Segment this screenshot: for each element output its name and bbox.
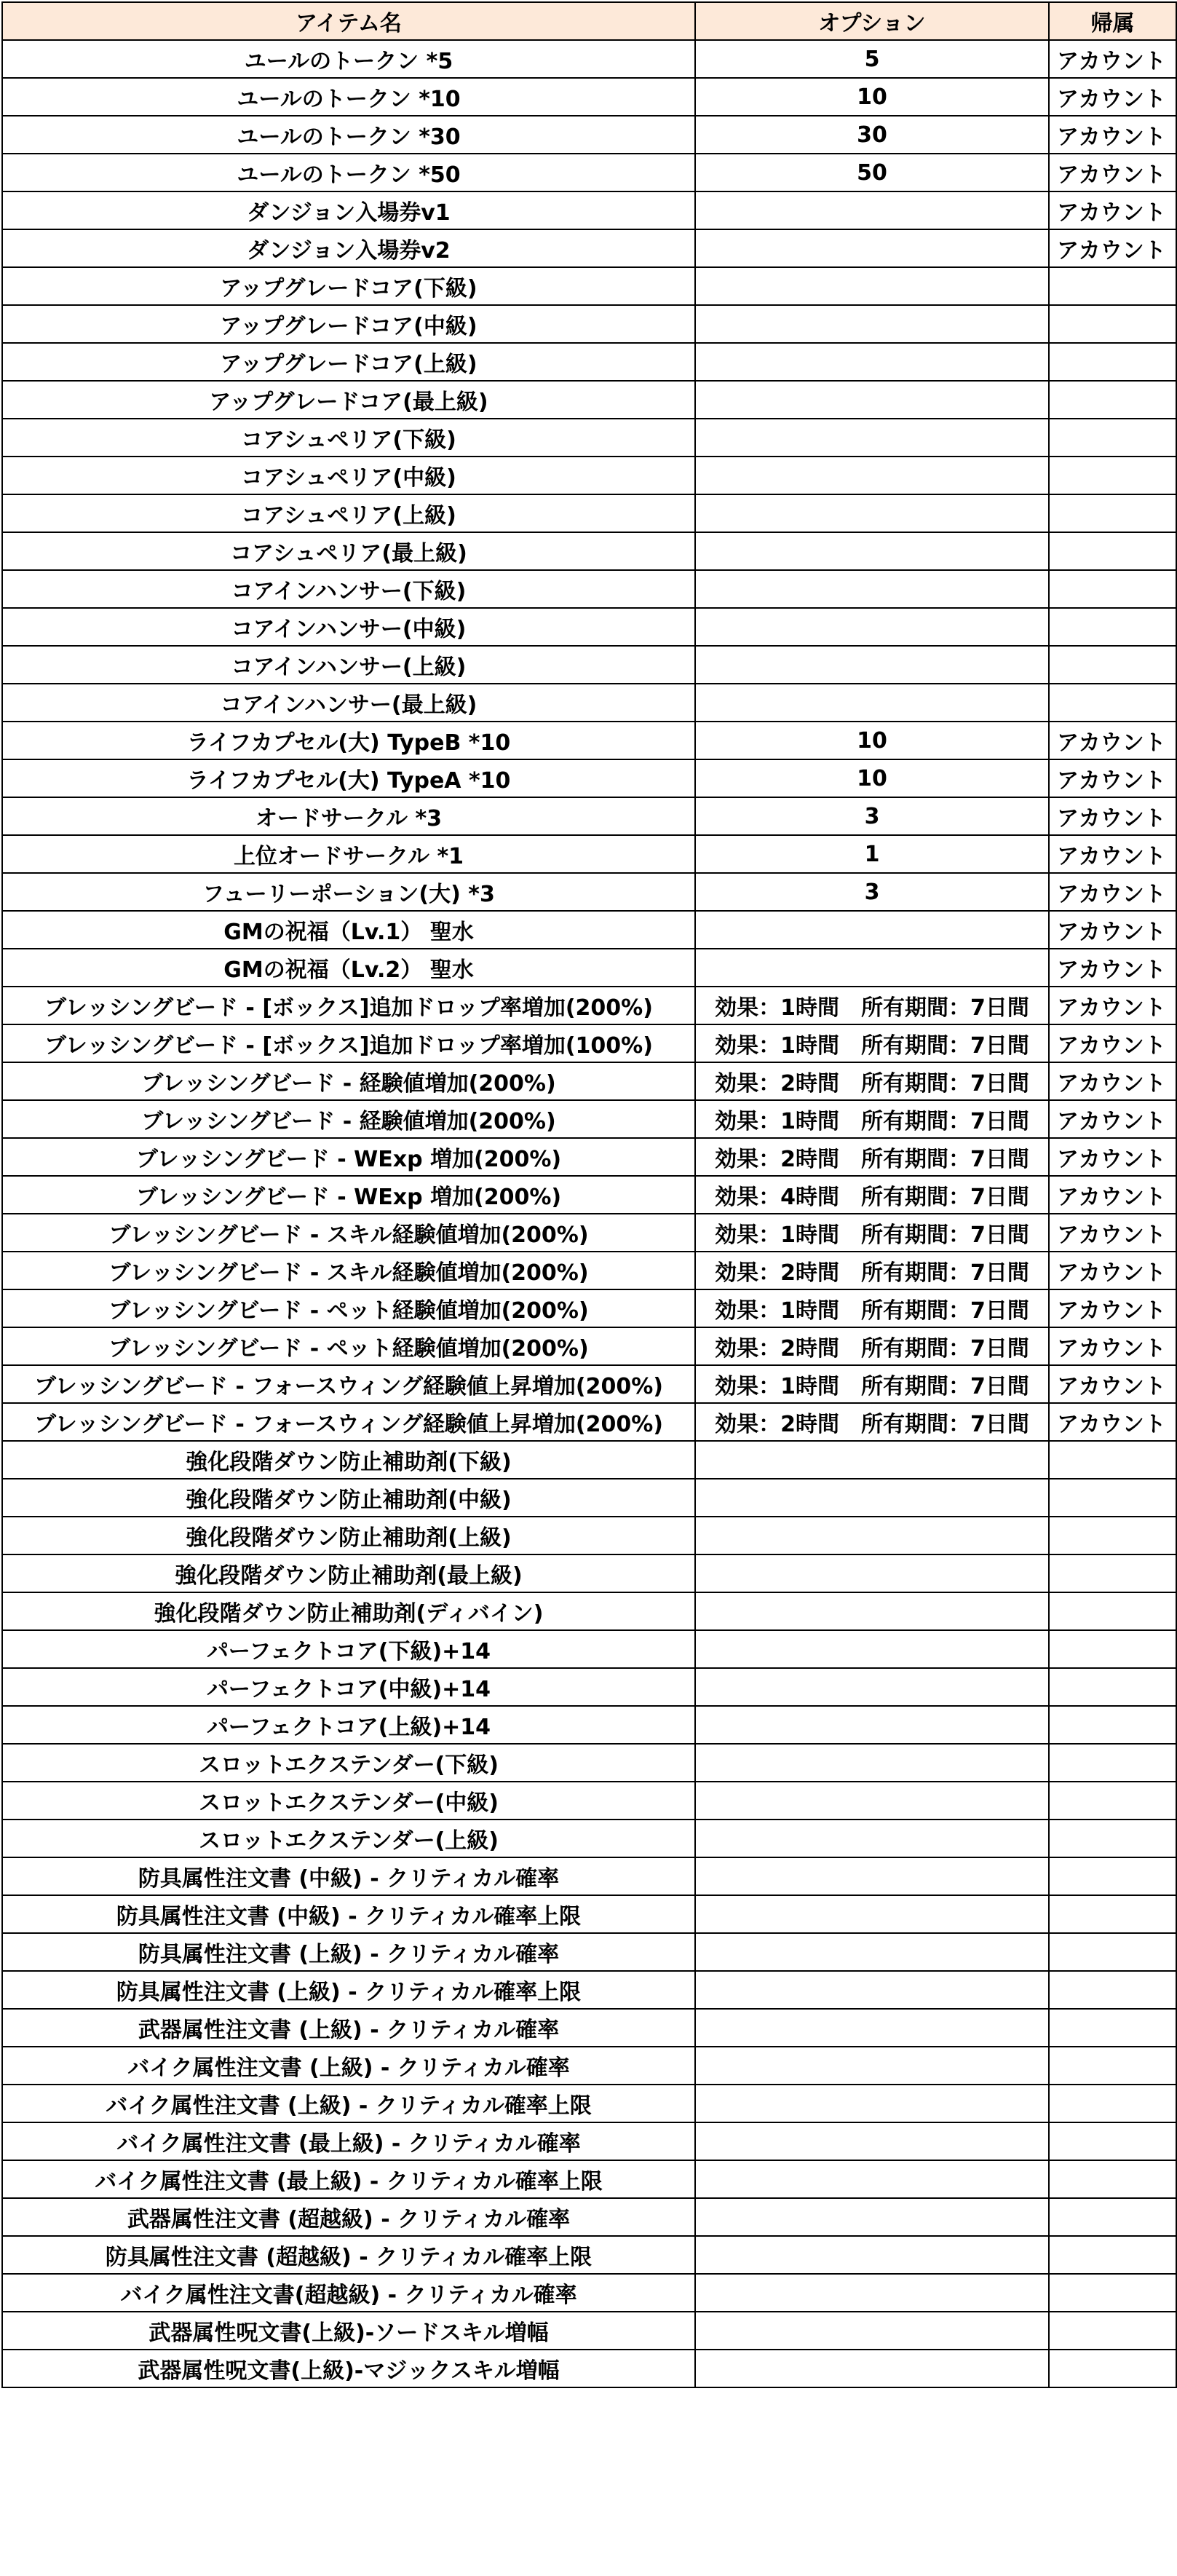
bind-cell: アカウント [1049,1100,1176,1138]
table-row [2,1176,1176,1214]
table-row [2,570,1176,608]
table-row [2,305,1176,343]
option-cell [695,608,1049,646]
option-cell: 効果：2時間 所有期間：7日間 [695,1138,1049,1176]
bind-cell [1049,2047,1176,2085]
option-cell [695,494,1049,532]
item-name-cell: ブレッシングビード - WExp 増加(200%) [2,1176,695,1214]
item-name-cell: GMの祝福（Lv.1） 聖水 [2,911,695,949]
item-name-cell: オードサークル *3 [2,797,695,835]
item-name-cell: ブレッシングビード - WExp 増加(200%) [2,1138,695,1176]
option-cell [695,911,1049,949]
bind-cell [1049,1933,1176,1971]
item-name-cell: スロットエクステンダー(中級) [2,1782,695,1820]
item-name-cell: ブレッシングビード - フォースウィング経験値上昇増加(200%) [2,1403,695,1441]
bind-cell [1049,532,1176,570]
option-cell [695,419,1049,457]
bind-cell: アカウント [1049,154,1176,191]
item-name-cell: ユールのトークン *5 [2,40,695,78]
bind-cell: アカウント [1049,1289,1176,1327]
option-cell [695,2350,1049,2387]
item-name-cell: 防具属性注文書 (上級) - クリティカル確率 [2,1933,695,1971]
bind-cell [1049,457,1176,494]
option-cell: 5 [695,40,1049,78]
table-row [2,40,1176,78]
item-name-cell: ブレッシングビード - スキル経験値増加(200%) [2,1214,695,1252]
bind-cell: アカウント [1049,1403,1176,1441]
table-row [2,229,1176,267]
table-row [2,381,1176,419]
bind-cell [1049,2312,1176,2350]
option-cell [695,1744,1049,1782]
table-row [2,1024,1176,1062]
option-cell [695,2236,1049,2274]
bind-cell: アカウント [1049,911,1176,949]
table-row [2,2085,1176,2122]
bind-cell [1049,305,1176,343]
item-name-cell: ブレッシングビード - 経験値増加(200%) [2,1100,695,1138]
bind-cell [1049,1554,1176,1592]
option-cell: 効果：2時間 所有期間：7日間 [695,1327,1049,1365]
bind-cell: アカウント [1049,40,1176,78]
option-cell: 効果：4時間 所有期間：7日間 [695,1176,1049,1214]
bind-cell: アカウント [1049,987,1176,1024]
table-row [2,608,1176,646]
bind-cell: アカウント [1049,835,1176,873]
table-row [2,2350,1176,2387]
bind-cell [1049,1441,1176,1479]
table-row [2,1441,1176,1479]
option-cell [695,191,1049,229]
item-name-cell: コアシュペリア(最上級) [2,532,695,570]
item-name-cell: 防具属性注文書 (中級) - クリティカル確率上限 [2,1895,695,1933]
table-row [2,78,1176,116]
bind-cell: アカウント [1049,78,1176,116]
bind-cell [1049,1517,1176,1554]
option-cell [695,2198,1049,2236]
bind-cell [1049,1782,1176,1820]
bind-cell: アカウント [1049,1138,1176,1176]
table-row [2,1895,1176,1933]
table-row [2,1214,1176,1252]
table-row [2,2047,1176,2085]
table-row [2,1706,1176,1744]
option-cell [695,2122,1049,2160]
item-name-cell: ブレッシングビード - フォースウィング経験値上昇増加(200%) [2,1365,695,1403]
item-name-cell: 強化段階ダウン防止補助剤(中級) [2,1479,695,1517]
table-row [2,1554,1176,1592]
table-row [2,532,1176,570]
table-row [2,722,1176,759]
bind-cell [1049,1820,1176,1857]
item-name-cell: 武器属性注文書 (超越級) - クリティカル確率 [2,2198,695,2236]
option-cell: 3 [695,797,1049,835]
table-row [2,154,1176,191]
item-name-cell: ブレッシングビード - [ボックス]追加ドロップ率増加(100%) [2,1024,695,1062]
option-cell: 効果：2時間 所有期間：7日間 [695,1252,1049,1289]
bind-cell [1049,1857,1176,1895]
option-cell: 効果：1時間 所有期間：7日間 [695,1024,1049,1062]
bind-cell: アカウント [1049,1252,1176,1289]
header-item-name: アイテム名 [2,2,695,40]
bind-cell: アカウント [1049,797,1176,835]
table-row [2,419,1176,457]
option-cell: 10 [695,722,1049,759]
bind-cell [1049,2085,1176,2122]
bind-cell [1049,267,1176,305]
item-name-cell: バイク属性注文書(超越級) - クリティカル確率 [2,2274,695,2312]
table-row [2,1403,1176,1441]
option-cell [695,1441,1049,1479]
option-cell [695,646,1049,684]
table-row [2,494,1176,532]
table-row [2,343,1176,381]
item-name-cell: コアシュペリア(中級) [2,457,695,494]
bind-cell [1049,1668,1176,1706]
item-name-cell: ユールのトークン *30 [2,116,695,154]
item-name-cell: ユールのトークン *50 [2,154,695,191]
table-row [2,267,1176,305]
bind-cell: アカウント [1049,229,1176,267]
option-cell [695,229,1049,267]
table-row [2,2198,1176,2236]
table-row [2,1479,1176,1517]
bind-cell [1049,1971,1176,2009]
option-cell [695,1630,1049,1668]
bind-cell [1049,343,1176,381]
option-cell [695,1706,1049,1744]
bind-cell [1049,2160,1176,2198]
table-row [2,759,1176,797]
bind-cell [1049,419,1176,457]
item-name-cell: 武器属性呪文書(上級)-ソードスキル増幅 [2,2312,695,2350]
table-row [2,116,1176,154]
table-row [2,1668,1176,1706]
table-row [2,1252,1176,1289]
table-row [2,1782,1176,1820]
bind-cell [1049,1895,1176,1933]
option-cell [695,2274,1049,2312]
item-name-cell: ダンジョン入場券v2 [2,229,695,267]
header-row [2,2,1176,40]
bind-cell: アカウント [1049,949,1176,987]
item-name-cell: ブレッシングビード - スキル経験値増加(200%) [2,1252,695,1289]
option-cell: 効果：1時間 所有期間：7日間 [695,987,1049,1024]
option-cell [695,305,1049,343]
item-name-cell: 強化段階ダウン防止補助剤(下級) [2,1441,695,1479]
bind-cell: アカウント [1049,1024,1176,1062]
option-cell [695,1933,1049,1971]
bind-cell [1049,2122,1176,2160]
item-name-cell: コアシュペリア(上級) [2,494,695,532]
table-row [2,191,1176,229]
table-row [2,835,1176,873]
table-row [2,1933,1176,1971]
item-name-cell: コアインハンサー(最上級) [2,684,695,722]
option-cell: 10 [695,759,1049,797]
bind-cell: アカウント [1049,1214,1176,1252]
option-cell [695,1517,1049,1554]
bind-cell: アカウント [1049,759,1176,797]
bind-cell: アカウント [1049,1365,1176,1403]
item-name-cell: ブレッシングビード - ペット経験値増加(200%) [2,1289,695,1327]
table-row [2,2009,1176,2047]
item-name-cell: バイク属性注文書 (最上級) - クリティカル確率上限 [2,2160,695,2198]
option-cell [695,1895,1049,1933]
table-row [2,2160,1176,2198]
table-row [2,2312,1176,2350]
table-row [2,911,1176,949]
bind-cell: アカウント [1049,191,1176,229]
item-name-cell: ユールのトークン *10 [2,78,695,116]
option-cell [695,1554,1049,1592]
table-row [2,1517,1176,1554]
option-cell: 効果：1時間 所有期間：7日間 [695,1289,1049,1327]
option-cell: 3 [695,873,1049,911]
option-cell: 10 [695,78,1049,116]
option-cell: 効果：1時間 所有期間：7日間 [695,1214,1049,1252]
item-table [1,1,1177,2388]
table-row [2,873,1176,911]
item-name-cell: ライフカプセル(大) TypeA *10 [2,759,695,797]
option-cell [695,2085,1049,2122]
item-name-cell: 防具属性注文書 (中級) - クリティカル確率 [2,1857,695,1895]
table-row [2,1744,1176,1782]
option-cell [695,1782,1049,1820]
item-name-cell: ブレッシングビード - 経験値増加(200%) [2,1062,695,1100]
table-row [2,1971,1176,2009]
table-row [2,2274,1176,2312]
bind-cell: アカウント [1049,1176,1176,1214]
bind-cell [1049,2236,1176,2274]
table-row [2,2236,1176,2274]
item-name-cell: GMの祝福（Lv.2） 聖水 [2,949,695,987]
option-cell [695,949,1049,987]
item-name-cell: パーフェクトコア(下級)+14 [2,1630,695,1668]
bind-cell [1049,1744,1176,1782]
option-cell [695,2312,1049,2350]
bind-cell: アカウント [1049,116,1176,154]
table-row [2,684,1176,722]
header-bind: 帰属 [1049,2,1176,40]
option-cell: 効果：2時間 所有期間：7日間 [695,1403,1049,1441]
item-name-cell: アップグレードコア(上級) [2,343,695,381]
option-cell [695,1820,1049,1857]
bind-cell [1049,646,1176,684]
bind-cell [1049,381,1176,419]
table-row [2,1820,1176,1857]
item-name-cell: コアシュペリア(下級) [2,419,695,457]
item-name-cell: バイク属性注文書 (上級) - クリティカル確率上限 [2,2085,695,2122]
option-cell [695,343,1049,381]
item-name-cell: フューリーポーション(大) *3 [2,873,695,911]
item-name-cell: 武器属性注文書 (上級) - クリティカル確率 [2,2009,695,2047]
bind-cell [1049,1479,1176,1517]
table-row [2,1100,1176,1138]
bind-cell [1049,494,1176,532]
item-name-cell: 強化段階ダウン防止補助剤(上級) [2,1517,695,1554]
item-name-cell: アップグレードコア(下級) [2,267,695,305]
bind-cell [1049,1592,1176,1630]
bind-cell [1049,2009,1176,2047]
table-row [2,1138,1176,1176]
item-name-cell: スロットエクステンダー(下級) [2,1744,695,1782]
bind-cell [1049,2350,1176,2387]
item-name-cell: 防具属性注文書 (超越級) - クリティカル確率上限 [2,2236,695,2274]
option-cell: 50 [695,154,1049,191]
item-name-cell: アップグレードコア(最上級) [2,381,695,419]
option-cell [695,2160,1049,2198]
option-cell [695,267,1049,305]
item-name-cell: ダンジョン入場券v1 [2,191,695,229]
option-cell [695,2009,1049,2047]
item-name-cell: コアインハンサー(下級) [2,570,695,608]
option-cell [695,381,1049,419]
item-name-cell: 武器属性呪文書(上級)-マジックスキル増幅 [2,2350,695,2387]
item-name-cell: 強化段階ダウン防止補助剤(ディバイン) [2,1592,695,1630]
item-name-cell: ブレッシングビード - ペット経験値増加(200%) [2,1327,695,1365]
item-name-cell: 上位オードサークル *1 [2,835,695,873]
option-cell [695,1592,1049,1630]
bind-cell [1049,570,1176,608]
item-name-cell: アップグレードコア(中級) [2,305,695,343]
item-name-cell: コアインハンサー(中級) [2,608,695,646]
table-body [2,40,1176,2387]
table-row [2,1327,1176,1365]
option-cell [695,1857,1049,1895]
bind-cell [1049,1706,1176,1744]
table-row [2,646,1176,684]
table-row [2,1592,1176,1630]
bind-cell: アカウント [1049,873,1176,911]
table-row [2,797,1176,835]
item-name-cell: 防具属性注文書 (上級) - クリティカル確率上限 [2,1971,695,2009]
option-cell [695,532,1049,570]
table-row [2,1365,1176,1403]
bind-cell [1049,2274,1176,2312]
option-cell [695,570,1049,608]
bind-cell: アカウント [1049,722,1176,759]
option-cell: 効果：1時間 所有期間：7日間 [695,1365,1049,1403]
table-row [2,457,1176,494]
option-cell: 30 [695,116,1049,154]
bind-cell [1049,684,1176,722]
option-cell [695,1668,1049,1706]
item-name-cell: バイク属性注文書 (最上級) - クリティカル確率 [2,2122,695,2160]
option-cell [695,1971,1049,2009]
option-cell: 1 [695,835,1049,873]
option-cell [695,457,1049,494]
item-name-cell: パーフェクトコア(中級)+14 [2,1668,695,1706]
item-name-cell: コアインハンサー(上級) [2,646,695,684]
option-cell: 効果：1時間 所有期間：7日間 [695,1100,1049,1138]
table-row [2,1062,1176,1100]
item-name-cell: バイク属性注文書 (上級) - クリティカル確率 [2,2047,695,2085]
table-row [2,987,1176,1024]
bind-cell: アカウント [1049,1327,1176,1365]
table-row [2,2122,1176,2160]
table-row [2,1857,1176,1895]
item-name-cell: ライフカプセル(大) TypeB *10 [2,722,695,759]
option-cell [695,684,1049,722]
bind-cell [1049,608,1176,646]
item-name-cell: 強化段階ダウン防止補助剤(最上級) [2,1554,695,1592]
option-cell [695,2047,1049,2085]
option-cell [695,1479,1049,1517]
table-row [2,1630,1176,1668]
item-name-cell: パーフェクトコア(上級)+14 [2,1706,695,1744]
bind-cell: アカウント [1049,1062,1176,1100]
bind-cell [1049,2198,1176,2236]
option-cell: 効果：2時間 所有期間：7日間 [695,1062,1049,1100]
table-row [2,949,1176,987]
item-name-cell: ブレッシングビード - [ボックス]追加ドロップ率増加(200%) [2,987,695,1024]
table-row [2,1289,1176,1327]
item-name-cell: スロットエクステンダー(上級) [2,1820,695,1857]
bind-cell [1049,1630,1176,1668]
header-option: オプション [695,2,1049,40]
